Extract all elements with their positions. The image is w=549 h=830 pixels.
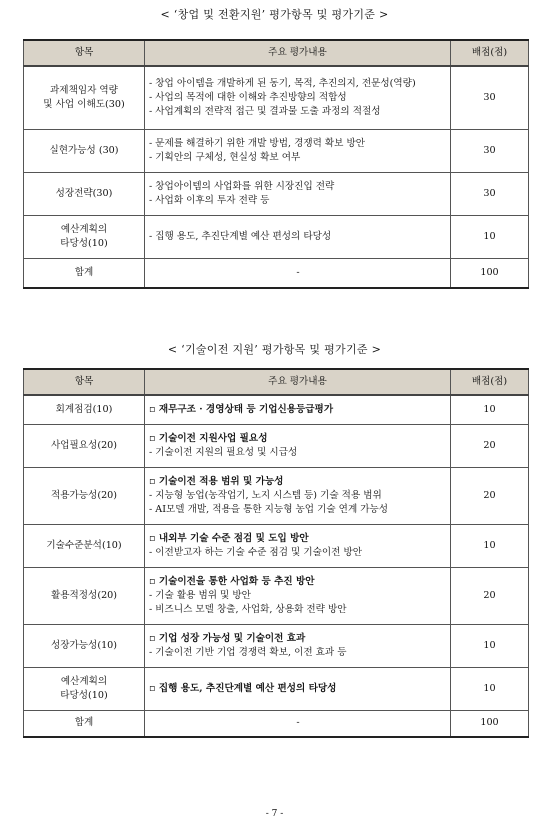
score-value: 10	[483, 682, 496, 694]
header-category: 항목	[24, 369, 145, 395]
table-row	[24, 395, 529, 424]
category-label: 성장전략(30)	[55, 187, 113, 199]
criteria-item: - 비즈니스 모델 창출, 사업화, 상용화 전략 방안	[149, 603, 347, 615]
evaluation-table-startup	[23, 39, 529, 289]
table-row	[24, 710, 529, 737]
cell-category	[24, 524, 145, 567]
criteria-item: - 창업아이템의 사업화를 위한 시장진입 전략	[149, 180, 335, 192]
criteria-item: - 집행 용도, 추진단계별 예산 편성의 타당성	[149, 230, 332, 242]
score-value: 10	[483, 403, 496, 415]
criteria-item: ▫ 기술이전 적용 범위 및 가능성	[149, 475, 284, 487]
score-value: 20	[483, 439, 496, 451]
category-label: 성장가능성(10)	[50, 639, 118, 651]
category-label: 과제책임자 역량	[50, 84, 118, 96]
criteria-item: - 창업 아이템을 개발하게 된 동기, 목적, 추진의지, 전문성(역량)	[149, 77, 416, 89]
cell-category	[24, 424, 145, 467]
category-label: 타당성(10)	[60, 237, 108, 249]
cell-description	[145, 567, 451, 624]
criteria-item: - 사업의 목적에 대한 이해와 추진방향의 적합성	[149, 91, 347, 103]
cell-score	[451, 710, 529, 737]
criteria-item: - 사업화 이후의 투자 전략 등	[149, 194, 270, 206]
score-value: 30	[483, 91, 496, 103]
table-header-row	[24, 369, 529, 395]
table-row	[24, 467, 529, 524]
table-row	[24, 424, 529, 467]
score-value: 30	[483, 187, 496, 199]
header-score: 배점(점)	[451, 40, 529, 66]
cell-category	[24, 172, 145, 215]
score-value: 10	[483, 539, 496, 551]
table-body	[24, 395, 529, 737]
cell-description	[145, 524, 451, 567]
criteria-item: ▫ 집행 용도, 추진단계별 예산 편성의 타당성	[149, 682, 337, 694]
cell-description	[145, 624, 451, 667]
cell-category	[24, 258, 145, 288]
criteria-item: - 이전받고자 하는 기술 수준 점검 및 기술이전 방안	[149, 546, 362, 558]
evaluation-table-tech-transfer	[23, 368, 529, 738]
criteria-item: - 사업계획의 전략적 접근 및 결과물 도출 과정의 적절성	[149, 105, 381, 117]
category-label: 예산계획의	[60, 675, 108, 687]
cell-category	[24, 624, 145, 667]
table-row	[24, 258, 529, 288]
cell-description	[145, 172, 451, 215]
cell-score	[451, 467, 529, 524]
criteria-item: ▫ 내외부 기술 수준 점검 및 도입 방안	[149, 532, 309, 544]
table-row	[24, 567, 529, 624]
cell-category	[24, 215, 145, 258]
header-category: 항목	[24, 40, 145, 66]
cell-description	[145, 667, 451, 710]
score-value: 20	[483, 589, 496, 601]
score-value: 10	[483, 639, 496, 651]
page-number: - 7 -	[265, 809, 284, 819]
criteria-item: - 지능형 농업(농작업기, 노지 시스템 등) 기술 적용 범위	[149, 489, 382, 501]
category-label: 예산계획의	[60, 223, 108, 235]
header-description: 주요 평가내용	[145, 40, 451, 66]
cell-description	[145, 215, 451, 258]
cell-score	[451, 66, 529, 129]
cell-score	[451, 567, 529, 624]
criteria-item: - 기술이전 기반 기업 경쟁력 확보, 이전 효과 등	[149, 646, 347, 658]
cell-category	[24, 395, 145, 424]
table-row	[24, 172, 529, 215]
table-row	[24, 129, 529, 172]
category-label: 실현가능성 (30)	[49, 144, 119, 156]
table-row	[24, 524, 529, 567]
cell-description	[145, 395, 451, 424]
score-value: 30	[483, 144, 496, 156]
cell-description	[145, 424, 451, 467]
criteria-item: - 기획안의 구체성, 현실성 확보 여부	[149, 151, 301, 163]
cell-description	[145, 129, 451, 172]
table-body	[24, 66, 529, 288]
cell-score	[451, 524, 529, 567]
category-label: 합계	[74, 266, 94, 278]
criteria-item: ▫ 기술이전 지원사업 필요성	[149, 432, 268, 444]
table2-caption: < ‘기술이전 지원’ 평가항목 및 평가기준 >	[167, 343, 382, 356]
table1-caption: < ‘창업 및 전환지원’ 평가항목 및 평가기준 >	[160, 8, 389, 21]
category-label: 회계점검(10)	[55, 403, 113, 415]
cell-score	[451, 172, 529, 215]
category-label: 적용가능성(20)	[50, 489, 118, 501]
cell-category	[24, 66, 145, 129]
criteria-item: ▫ 재무구조 · 경영상태 등 기업신용등급평가	[149, 403, 334, 415]
category-label: 사업필요성(20)	[50, 439, 118, 451]
criteria-dash: -	[296, 717, 300, 729]
score-value: 100	[480, 717, 499, 729]
category-label: 타당성(10)	[60, 689, 108, 701]
score-value: 10	[483, 230, 496, 242]
table-row	[24, 215, 529, 258]
cell-score	[451, 667, 529, 710]
category-label: 활용적정성(20)	[50, 589, 118, 601]
header-score: 배점(점)	[451, 369, 529, 395]
header-description: 주요 평가내용	[145, 369, 451, 395]
cell-category	[24, 467, 145, 524]
cell-score	[451, 215, 529, 258]
cell-category	[24, 129, 145, 172]
criteria-item: ▫ 기업 성장 가능성 및 기술이전 효과	[149, 632, 306, 644]
score-value: 20	[483, 489, 496, 501]
criteria-item: - 기술이전 지원의 필요성 및 시급성	[149, 446, 298, 458]
cell-description	[145, 258, 451, 288]
cell-category	[24, 667, 145, 710]
cell-score	[451, 129, 529, 172]
category-label: 기술수준분석(10)	[46, 539, 122, 551]
cell-category	[24, 710, 145, 737]
criteria-item: - 문제를 해결하기 위한 개발 방법, 경쟁력 확보 방안	[149, 137, 366, 149]
cell-description	[145, 710, 451, 737]
score-value: 100	[480, 266, 499, 278]
cell-description	[145, 66, 451, 129]
criteria-item: - 기술 활용 범위 및 방안	[149, 589, 251, 601]
criteria-dash: -	[296, 266, 300, 278]
table-row	[24, 667, 529, 710]
cell-score	[451, 624, 529, 667]
table-row	[24, 66, 529, 129]
cell-score	[451, 395, 529, 424]
cell-description	[145, 467, 451, 524]
criteria-item: ▫ 기술이전을 통한 사업화 등 추진 방안	[149, 575, 315, 587]
table-header-row	[24, 40, 529, 66]
cell-category	[24, 567, 145, 624]
category-label: 합계	[74, 717, 94, 729]
criteria-item: - AI모델 개발, 적용을 통한 지능형 농업 기술 연계 가능성	[149, 503, 389, 515]
category-label: 및 사업 이해도(30)	[43, 98, 125, 110]
table-row	[24, 624, 529, 667]
cell-score	[451, 258, 529, 288]
cell-score	[451, 424, 529, 467]
